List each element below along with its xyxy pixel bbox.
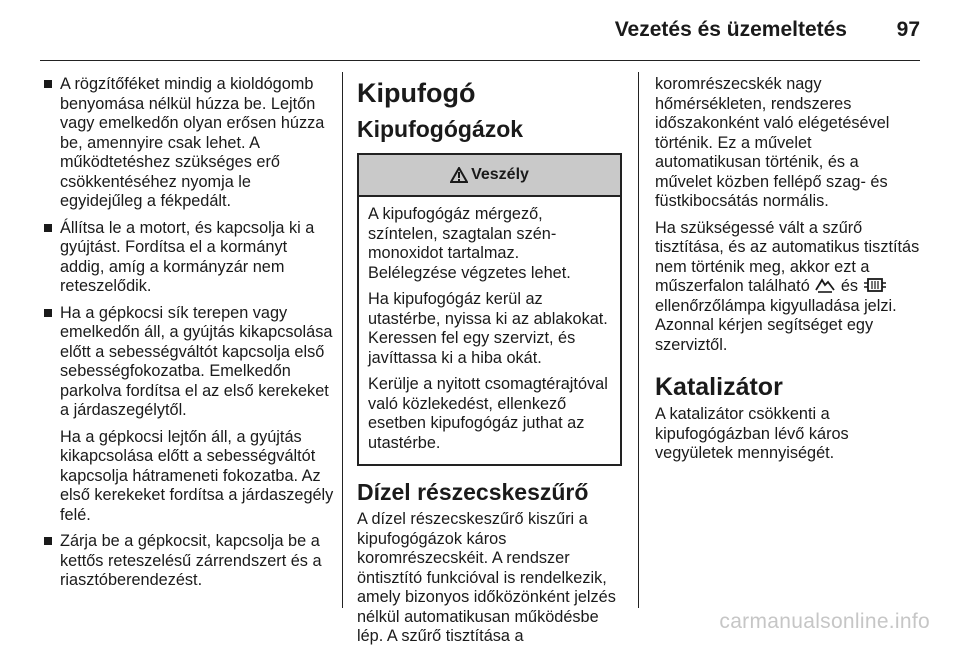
- subheading-exhaust-gases: Kipufogógázok: [357, 116, 524, 142]
- danger-title: Veszély: [471, 166, 529, 184]
- bullet-icon: [44, 537, 52, 545]
- list-item-extra-text: Ha a gépkocsi lejtőn áll, a gyújtás kikapcsolása előtt a sebességváltót kapcsolja hátrameneti fokozatba. Az első kerekeket fordítsa a járdaszegély felé.: [60, 427, 334, 524]
- watermark: carmanualsonline.info: [719, 610, 930, 633]
- section-heading-catalyst: Katalizátor: [655, 373, 783, 401]
- warning-triangle-icon: [450, 167, 468, 183]
- catalyst-text: A katalizátor csökkenti a kipufogógázban lévő káros vegyületek mennyiségét.: [655, 405, 849, 462]
- bullet-icon: [44, 80, 52, 88]
- danger-paragraph: A kipufogógáz mérgező, színtelen, szagtalan szén-monoxidot tartalmaz. Belélegzése végzetes lehet.: [368, 205, 571, 282]
- column-divider: [638, 72, 639, 608]
- service-vehicle-lamp-icon: [814, 277, 836, 293]
- danger-box: [357, 153, 622, 466]
- column-middle: [357, 75, 622, 654]
- danger-paragraph: Kerülje a nyitott csomagtérajtóval való közlekedést, ellenkező esetben kipufogógáz juthat az utastérbe.: [368, 375, 608, 452]
- page-header-title: Vezetés és üzemeltetés: [614, 18, 847, 41]
- paragraph: koromrészecskék nagy hőmérsékleten, rendszeres időszakonként való elégetésével történik. Ez a művelet automatikusan történik, és a művelet közben fellépő szag- és füstkibocsátás normális.: [655, 75, 890, 210]
- paragraph-text: és: [840, 277, 859, 295]
- paragraph-text: ellenőrzőlámpa kigyulladása jelzi. Azonnal kérjen segítséget egy szerviztől.: [655, 296, 897, 354]
- diesel-filter-text: A dízel részecskeszűrő kiszűri a kipufogógázok káros koromrészecskéit. A rendszer öntisztító funkcióval is rendelkezik, amely bizonyos időközönként jelzés nélkül automatikusan működésbe lép. A szűrő tisztítása a: [357, 510, 616, 645]
- page-number: 97: [896, 18, 920, 41]
- column-divider: [342, 72, 343, 608]
- section-heading-exhaust: Kipufogó: [357, 78, 476, 108]
- paragraph-with-icons: [655, 219, 920, 356]
- danger-box-header: [359, 155, 620, 197]
- preheating-coil-lamp-icon: [863, 277, 887, 293]
- bullet-icon: [44, 309, 52, 317]
- danger-box-body: [359, 197, 620, 464]
- column-right: [655, 75, 920, 471]
- list-item: [60, 219, 335, 297]
- subheading-diesel-filter: Dízel részecskeszűrő: [357, 479, 589, 505]
- list-item: [60, 532, 335, 591]
- list-item-text: A rögzítőféket mindig a kioldógomb benyomása nélkül húzza be. Lejtőn vagy emelkedőn olyan erősen húzza be, amennyire csak lehet. A működtetéshez szükséges erő csökkentéséhez nyomja le egyidejűleg a fékpedált.: [60, 75, 325, 210]
- list-item: [60, 304, 335, 526]
- header-rule: [40, 60, 920, 61]
- list-item-text: Állítsa le a motort, és kapcsolja ki a gyújtást. Fordítsa el a kormányt addig, amíg a kormányzár nem reteszelődik.: [60, 218, 315, 295]
- danger-paragraph: Ha kipufogógáz kerül az utastérbe, nyissa ki az ablakokat. Keressen fel egy szervizt, és javíttassa ki a hiba okát.: [368, 290, 608, 367]
- bullet-icon: [44, 224, 52, 232]
- list-item-text: Ha a gépkocsi sík terepen vagy emelkedőn áll, a gyújtás kikapcsolása előtt a sebességváltót kapcsolja első sebességfokozatba. Emelkedőn parkolva fordítsa el az első kerekeket a járdaszegélytől.: [60, 303, 333, 419]
- paragraph-text: Ha szükségessé vált a szűrő tisztítása, és az automatikus tisztítás nem történik meg, akkor ezt a műszerfalon található: [655, 218, 920, 295]
- column-left: [60, 75, 335, 598]
- list-item-text: Zárja be a gépkocsit, kapcsolja be a kettős reteszelésű zárrendszert és a riasztóberendezést.: [60, 532, 322, 589]
- list-item: [60, 75, 335, 212]
